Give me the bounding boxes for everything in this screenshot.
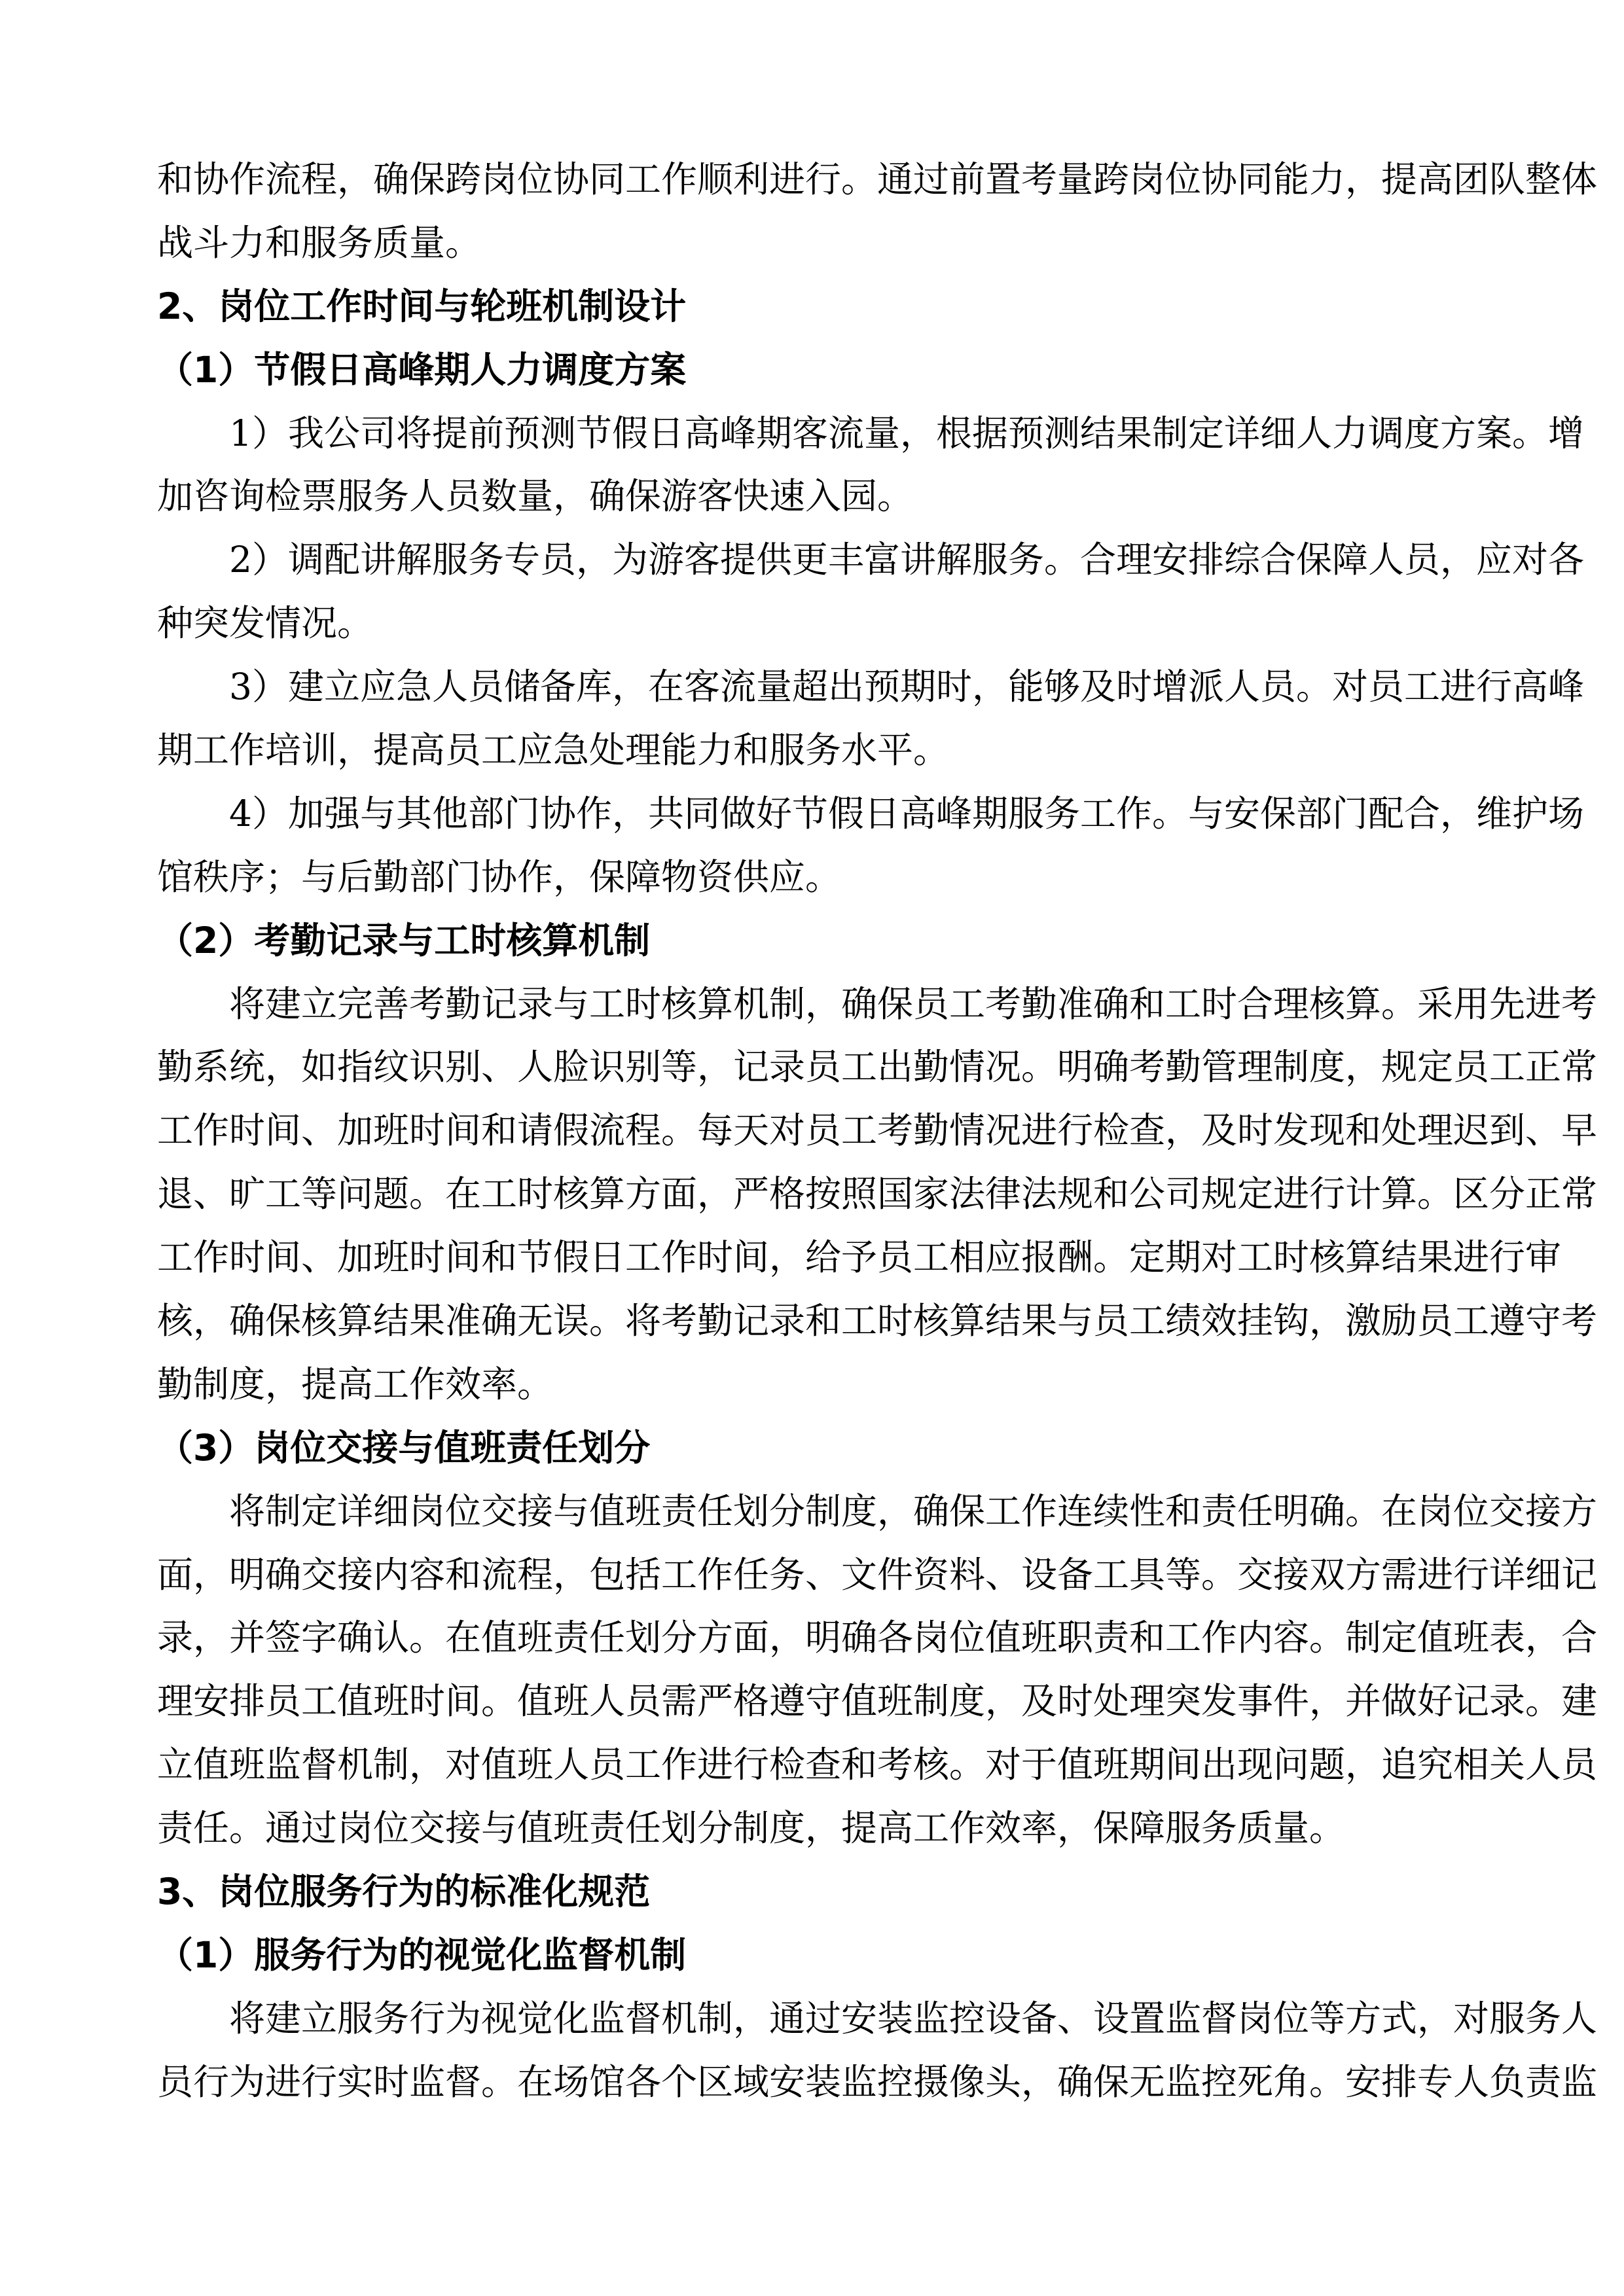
paragraph-line: 将制定详细岗位交接与值班责任划分制度，确保工作连续性和责任明确。在岗位交接方 (229, 1490, 1598, 1532)
paragraph-line: 录，并签字确认。在值班责任划分方面，明确各岗位值班职责和工作内容。制定值班表，合 (157, 1617, 1598, 1659)
paragraph-line: 1）我公司将提前预测节假日高峰期客流量，根据预测结果制定详细人力调度方案。增 (229, 412, 1584, 454)
paragraph-line: 期工作培训，提高员工应急处理能力和服务水平。 (157, 729, 950, 772)
subsection-heading: （3）岗位交接与值班责任划分 (157, 1426, 651, 1469)
paragraph-line: 馆秩序；与后勤部门协作，保障物资供应。 (157, 855, 842, 898)
paragraph-line: 立值班监督机制，对值班人员工作进行检查和考核。对于值班期间出现问题，追究相关人员 (157, 1744, 1598, 1786)
paragraph-line: 工作时间、加班时间和节假日工作时间，给予员工相应报酬。定期对工时核算结果进行审 (157, 1236, 1562, 1279)
paragraph-line: 核，确保核算结果准确无误。将考勤记录和工时核算结果与员工绩效挂钩，激励员工遵守考 (157, 1300, 1598, 1342)
document-page (157, 148, 1598, 2114)
paragraph-line: 将建立服务行为视觉化监督机制，通过安装监控设备、设置监督岗位等方式，对服务人 (229, 1997, 1598, 2039)
paragraph-line: 理安排员工值班时间。值班人员需严格遵守值班制度，及时处理突发事件，并做好记录。建 (157, 1680, 1598, 1723)
paragraph-line: 员行为进行实时监督。在场馆各个区域安装监控摄像头，确保无监控死角。安排专人负责监 (157, 2060, 1598, 2103)
paragraph-line: 勤系统，如指纹识别、人脸识别等，记录员工出勤情况。明确考勤管理制度，规定员工正常 (157, 1046, 1598, 1088)
paragraph-line: 工作时间、加班时间和请假流程。每天对员工考勤情况进行检查，及时发现和处理迟到、早 (157, 1109, 1598, 1152)
paragraph-line: 责任。通过岗位交接与值班责任划分制度，提高工作效率，保障服务质量。 (157, 1807, 1346, 1850)
paragraph-line: 种突发情况。 (157, 602, 374, 645)
paragraph-line: 2）调配讲解服务专员，为游客提供更丰富讲解服务。合理安排综合保障人员，应对各 (229, 539, 1584, 581)
paragraph-line: 将建立完善考勤记录与工时核算机制，确保员工考勤准确和工时合理核算。采用先进考 (229, 982, 1598, 1025)
paragraph-line: 退、旷工等问题。在工时核算方面，严格按照国家法律法规和公司规定进行计算。区分正常 (157, 1173, 1598, 1215)
paragraph-line: 3）建立应急人员储备库，在客流量超出预期时，能够及时增派人员。对员工进行高峰 (229, 666, 1584, 708)
section-heading: 2、岗位工作时间与轮班机制设计 (157, 285, 687, 327)
paragraph-line: 面，明确交接内容和流程，包括工作任务、文件资料、设备工具等。交接双方需进行详细记 (157, 1553, 1598, 1596)
subsection-heading: （1）服务行为的视觉化监督机制 (157, 1933, 687, 1976)
subsection-heading: （2）考勤记录与工时核算机制 (157, 919, 651, 961)
subsection-heading: （1）节假日高峰期人力调度方案 (157, 348, 687, 391)
paragraph-line: 勤制度，提高工作效率。 (157, 1363, 554, 1405)
paragraph-line: 4）加强与其他部门协作，共同做好节假日高峰期服务工作。与安保部门配合，维护场 (229, 792, 1584, 834)
section-heading: 3、岗位服务行为的标准化规范 (157, 1871, 651, 1913)
paragraph-line: 战斗力和服务质量。 (157, 221, 482, 264)
paragraph-line: 加咨询检票服务人员数量，确保游客快速入园。 (157, 475, 914, 518)
paragraph-line: 和协作流程，确保跨岗位协同工作顺利进行。通过前置考量跨岗位协同能力，提高团队整体 (157, 158, 1598, 200)
